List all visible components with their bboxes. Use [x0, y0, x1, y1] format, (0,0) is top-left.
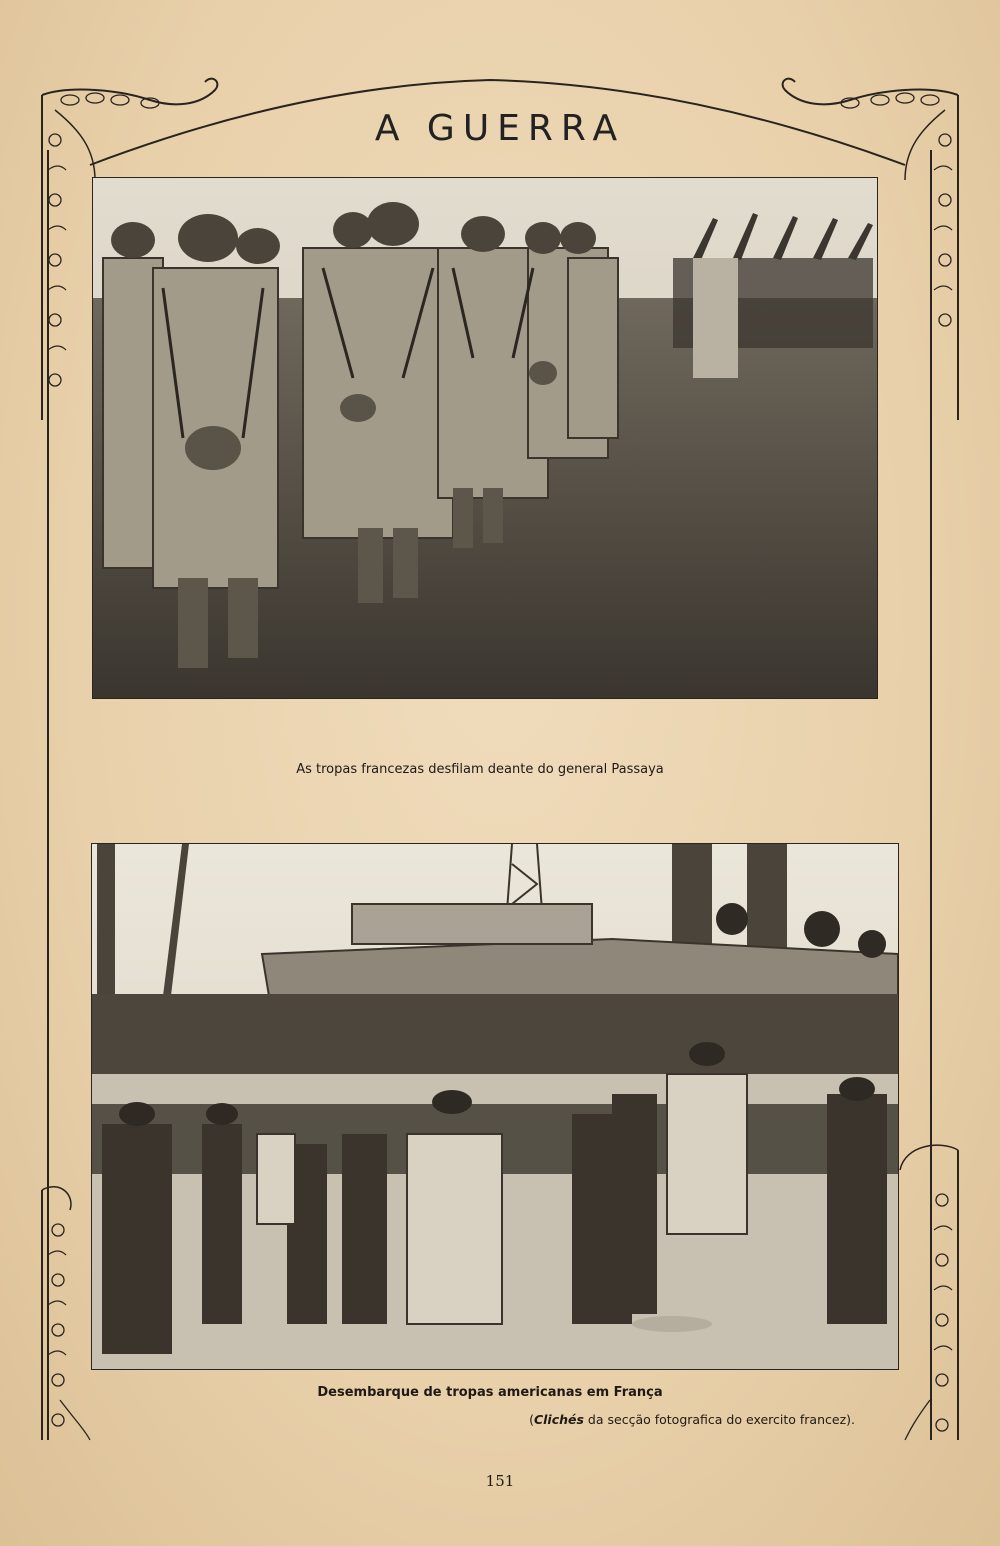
credit-open: (: [529, 1412, 534, 1427]
credit-rest: da secção fotografica do exercito francez).: [583, 1412, 855, 1427]
page-number: 151: [485, 1472, 515, 1490]
photo-credit: [529, 1412, 855, 1427]
credit-italic: Clichés: [533, 1412, 584, 1427]
photo-american-troops-landing: [91, 843, 899, 1370]
photo-french-troops: [92, 177, 878, 699]
photo-caption-1: As tropas francezas desfilam deante do general Passaya: [296, 762, 664, 777]
photo-caption-2: Desembarque de tropas americanas em França: [317, 1385, 663, 1400]
page-title: A GUERRA: [374, 108, 626, 149]
